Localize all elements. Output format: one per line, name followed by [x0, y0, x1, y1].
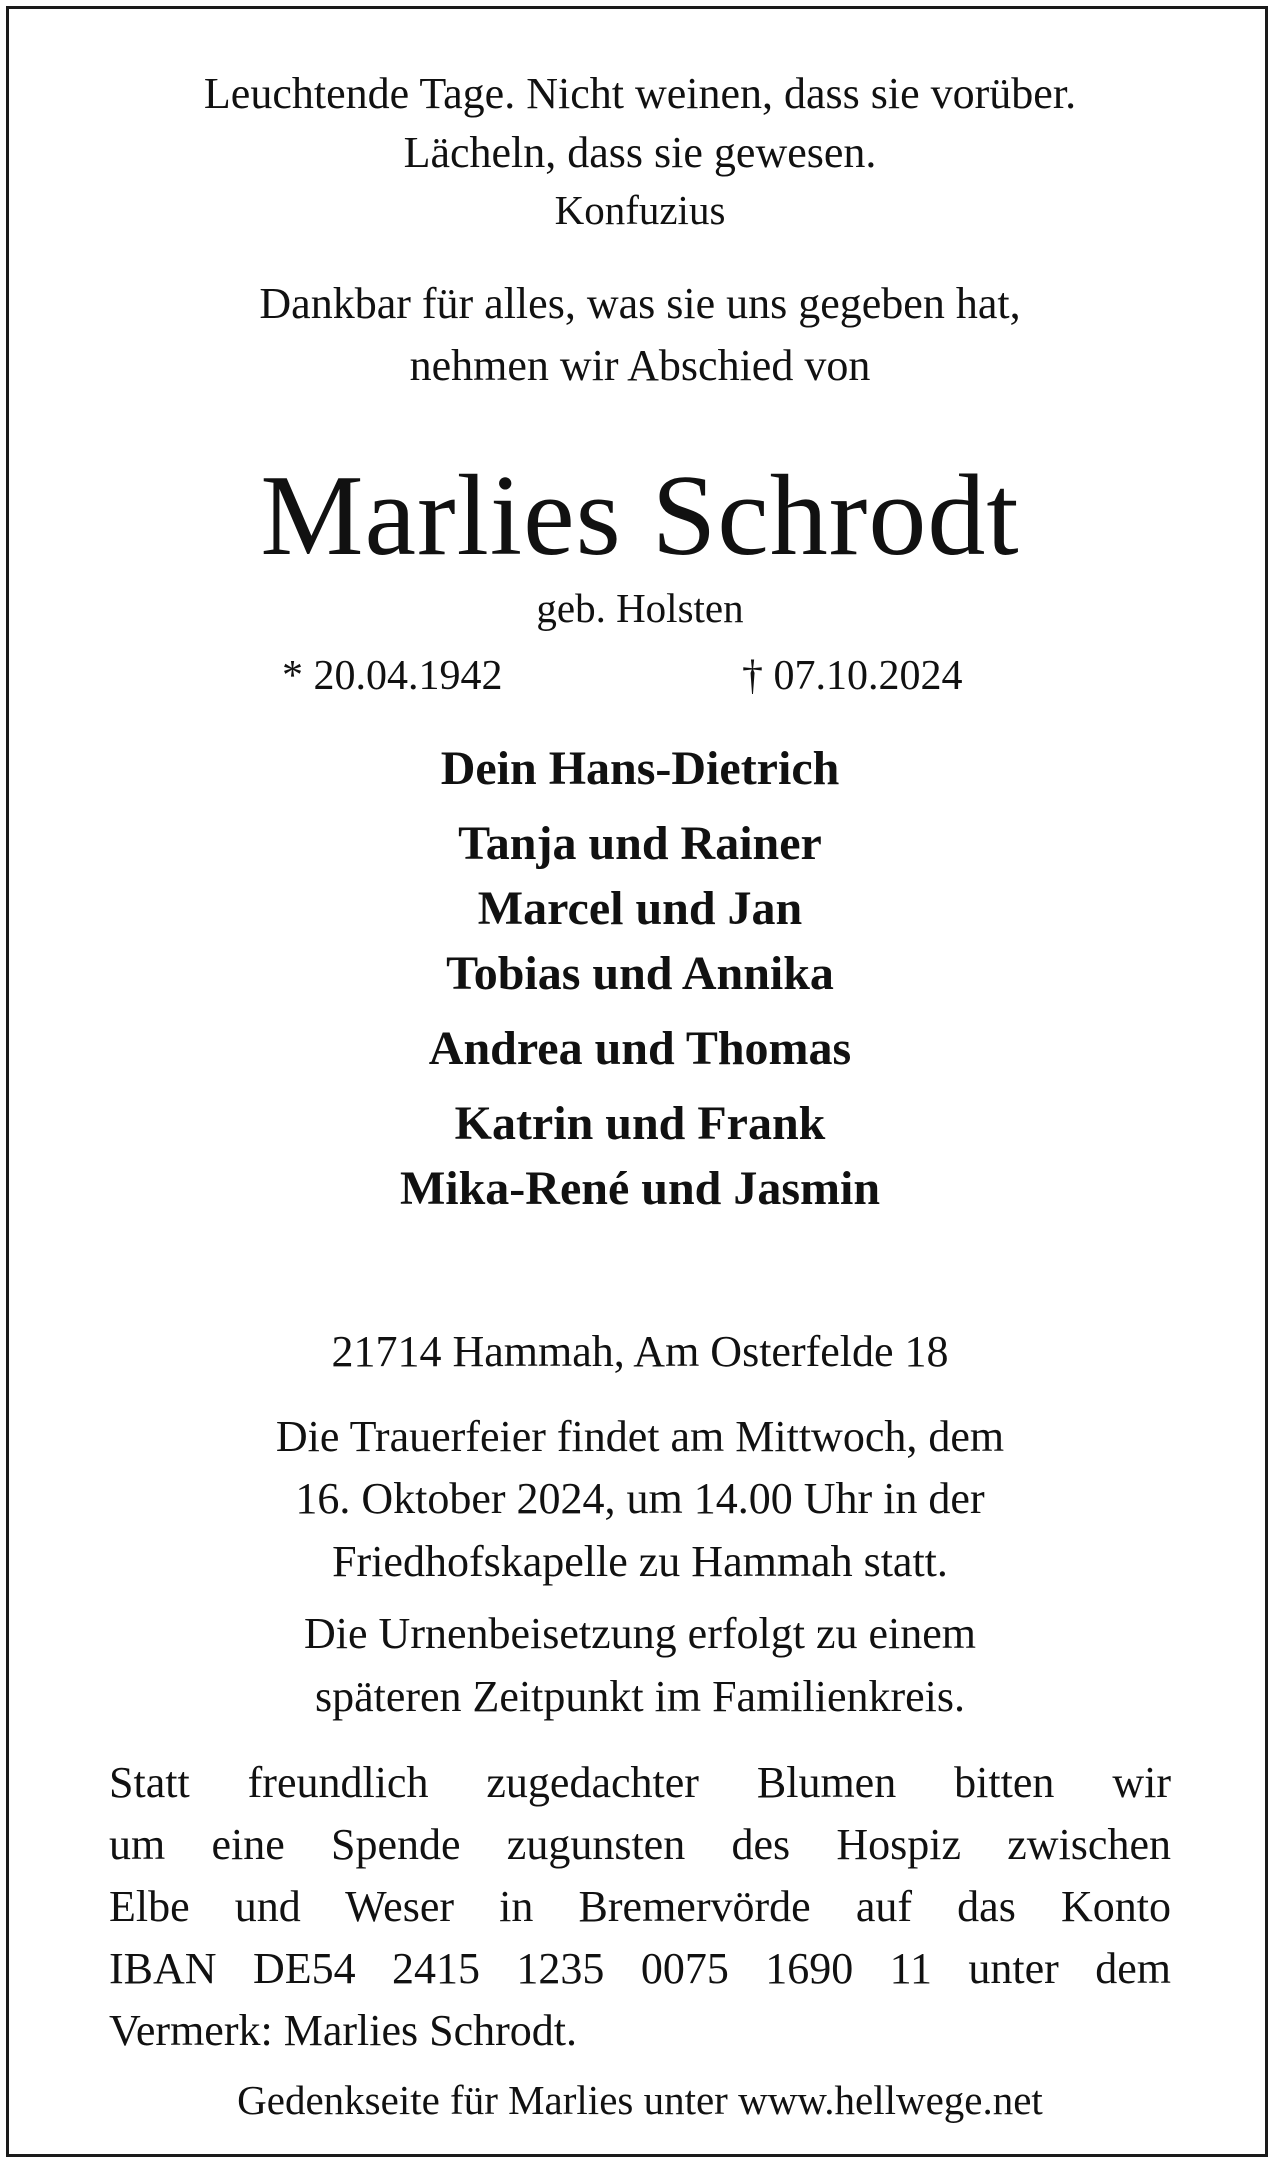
birth-date: * 20.04.1942 — [282, 653, 503, 699]
mourner-7: Mika-René und Jasmin — [399, 1162, 881, 1215]
donation-text — [109, 1752, 1171, 2062]
burial-line-2: späteren Zeitpunkt im Familienkreis. — [314, 1672, 966, 1721]
mourner-3: Marcel und Jan — [477, 882, 803, 935]
donation-line-3: Elbe und Weser in Bremervörde auf das Konto — [109, 1882, 1171, 1931]
donation-line-4: IBAN DE54 2415 1235 0075 1690 11 unter dem — [109, 1944, 1171, 1993]
service-line-1: Die Trauerfeier findet am Mittwoch, dem — [275, 1412, 1005, 1461]
mourner-5: Andrea und Thomas — [428, 1022, 852, 1075]
burial-line-1: Die Urnenbeisetzung erfolgt zu einem — [304, 1609, 976, 1658]
quote-author: Konfuzius — [554, 187, 726, 233]
donation-line-5: Vermerk: Marlies Schrodt. — [109, 2006, 577, 2055]
mourner-2: Tanja und Rainer — [458, 817, 822, 870]
donation-line-2: um eine Spende zugunsten des Hospiz zwischen — [109, 1820, 1171, 1869]
deceased-name: Marlies Schrodt — [260, 452, 1020, 580]
mourner-4: Tobias und Annika — [446, 947, 834, 1000]
quote-line-1: Leuchtende Tage. Nicht weinen, dass sie vorüber. — [203, 69, 1077, 118]
quote-line-2: Lächeln, dass sie gewesen. — [403, 128, 877, 177]
memorial-page-link[interactable]: Gedenkseite für Marlies unter www.hellwege.net — [237, 2077, 1043, 2123]
death-date: † 07.10.2024 — [742, 653, 963, 699]
intro-line-2: nehmen wir Abschied von — [409, 341, 871, 390]
address: 21714 Hammah, Am Osterfelde 18 — [331, 1327, 949, 1376]
service-line-2: 16. Oktober 2024, um 14.00 Uhr in der — [295, 1474, 985, 1523]
maiden-name: geb. Holsten — [536, 585, 744, 631]
mourner-6: Katrin und Frank — [454, 1097, 826, 1150]
donation-line-1: Statt freundlich zugedachter Blumen bitten wir — [109, 1758, 1171, 1807]
intro-line-1: Dankbar für alles, was sie uns gegeben hat, — [259, 279, 1021, 328]
mourner-1: Dein Hans-Dietrich — [440, 742, 840, 795]
service-line-3: Friedhofskapelle zu Hammah statt. — [332, 1537, 948, 1586]
